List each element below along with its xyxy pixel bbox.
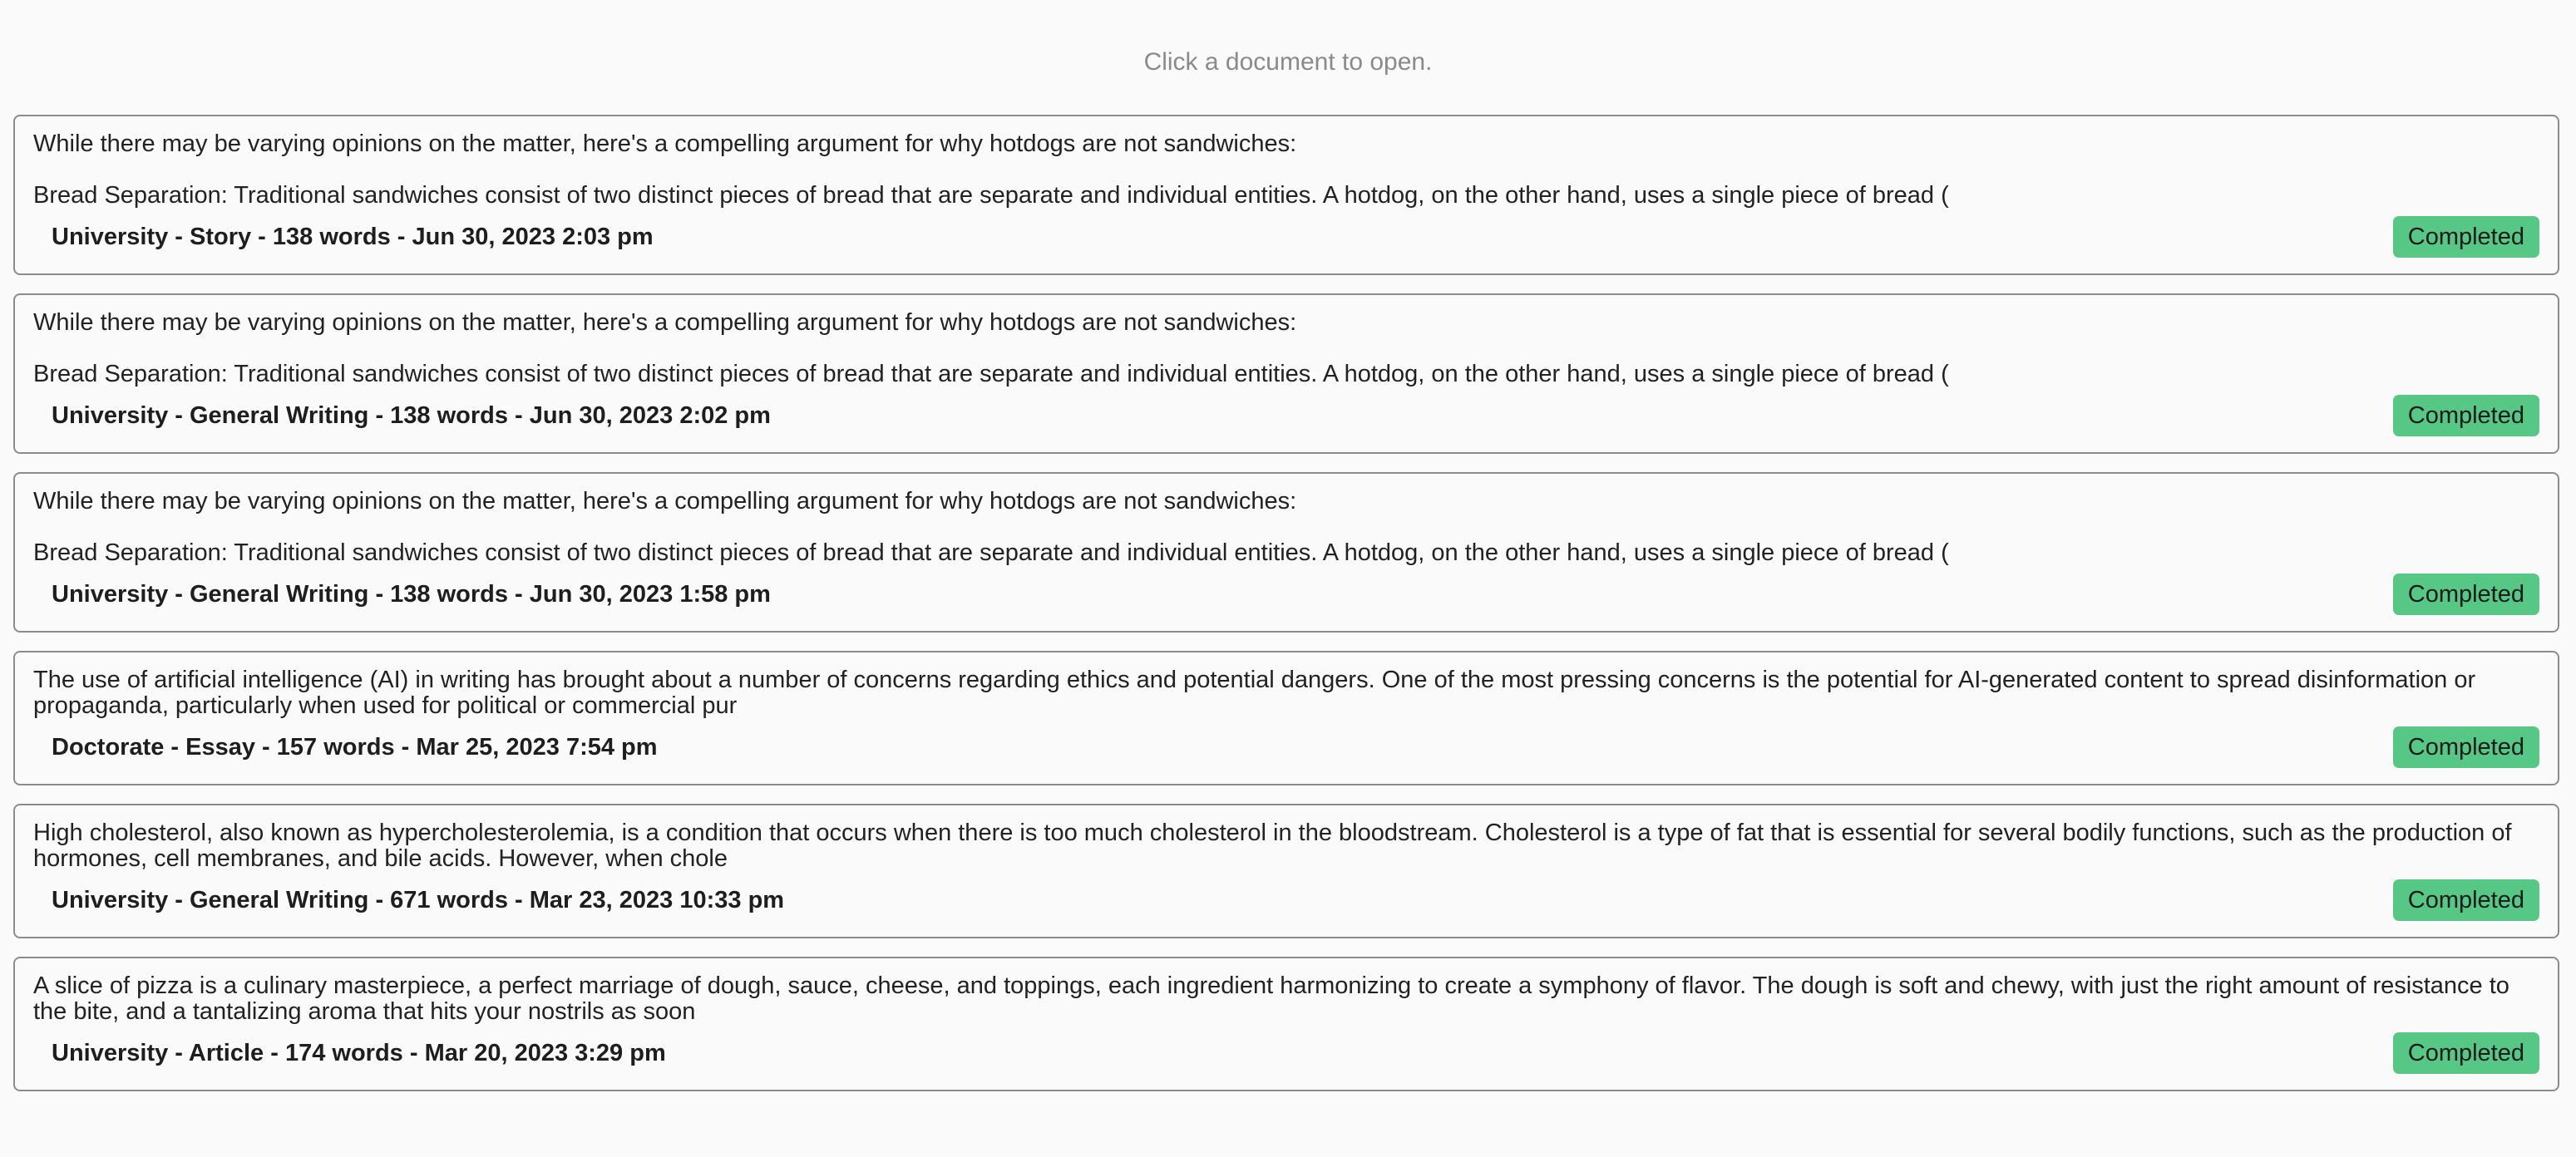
document-footer (33, 1031, 2539, 1075)
preview-paragraph: A slice of pizza is a culinary masterpiece, a perfect marriage of dough, sauce, cheese, and toppings, each ingredient harmonizing to create a symphony of flavor. The dough is soft and chewy, with just the right amount of resistance to the bite, and a tantalizing aroma that hits your nostrils as soon (33, 972, 2509, 1025)
document-card[interactable] (13, 957, 2559, 1091)
document-card[interactable] (13, 472, 2559, 633)
document-preview (33, 310, 2539, 387)
document-preview (33, 489, 2539, 566)
status-badge: Completed (2393, 574, 2539, 615)
document-footer (33, 394, 2539, 437)
document-preview (33, 973, 2539, 1025)
preview-paragraph: High cholesterol, also known as hypercholesterolemia, is a condition that occurs when there is too much cholesterol in the bloodstream. Cholesterol is a type of fat that is essential for several bodily functions, such as the production of hormones, cell membranes, and bile acids. However, when chole (33, 820, 2512, 872)
preview-paragraph: Bread Separation: Traditional sandwiches consist of two distinct pieces of bread that are separate and individual entities. A hotdog, on the other hand, uses a single piece of bread ( (33, 182, 1949, 209)
open-document-hint: Click a document to open. (1143, 48, 1433, 76)
document-card[interactable] (13, 115, 2559, 275)
preview-paragraph: While there may be varying opinions on the matter, here's a compelling argument for why hotdogs are not sandwiches: (33, 309, 1297, 336)
document-footer (33, 879, 2539, 922)
document-meta: University - Article - 174 words - Mar 20, 2023 3:29 pm (52, 1039, 666, 1066)
document-meta: University - General Writing - 138 words - Jun 30, 2023 1:58 pm (52, 580, 771, 608)
document-preview (33, 131, 2539, 209)
document-card[interactable] (13, 293, 2559, 454)
preview-paragraph: While there may be varying opinions on the matter, here's a compelling argument for why hotdogs are not sandwiches: (33, 488, 1297, 514)
document-meta: University - General Writing - 138 words - Jun 30, 2023 2:02 pm (52, 401, 771, 429)
status-badge: Completed (2393, 395, 2539, 436)
preview-paragraph: Bread Separation: Traditional sandwiches consist of two distinct pieces of bread that are separate and individual entities. A hotdog, on the other hand, uses a single piece of bread ( (33, 361, 1949, 387)
document-list (13, 115, 2559, 1110)
document-card[interactable] (13, 651, 2559, 785)
document-meta: University - Story - 138 words - Jun 30, 2023 2:03 pm (52, 223, 654, 250)
document-preview (33, 667, 2539, 719)
preview-paragraph: Bread Separation: Traditional sandwiches consist of two distinct pieces of bread that are separate and individual entities. A hotdog, on the other hand, uses a single piece of bread ( (33, 539, 1949, 566)
status-badge: Completed (2393, 726, 2539, 768)
document-meta: University - General Writing - 671 words - Mar 23, 2023 10:33 pm (52, 886, 785, 913)
document-footer (33, 215, 2539, 258)
status-badge: Completed (2393, 1032, 2539, 1074)
document-footer (33, 726, 2539, 769)
document-footer (33, 573, 2539, 616)
document-card[interactable] (13, 804, 2559, 938)
status-badge: Completed (2393, 216, 2539, 258)
preview-paragraph: The use of artificial intelligence (AI) in writing has brought about a number of concerns regarding ethics and potential dangers. One of the most pressing concerns is the potential for AI-generated content to spread disinformation or propaganda, particularly when used for political or commercial pur (33, 667, 2476, 719)
preview-paragraph: While there may be varying opinions on the matter, here's a compelling argument for why hotdogs are not sandwiches: (33, 130, 1297, 157)
document-meta: Doctorate - Essay - 157 words - Mar 25, 2023 7:54 pm (52, 733, 658, 761)
document-preview (33, 820, 2539, 872)
status-badge: Completed (2393, 879, 2539, 921)
